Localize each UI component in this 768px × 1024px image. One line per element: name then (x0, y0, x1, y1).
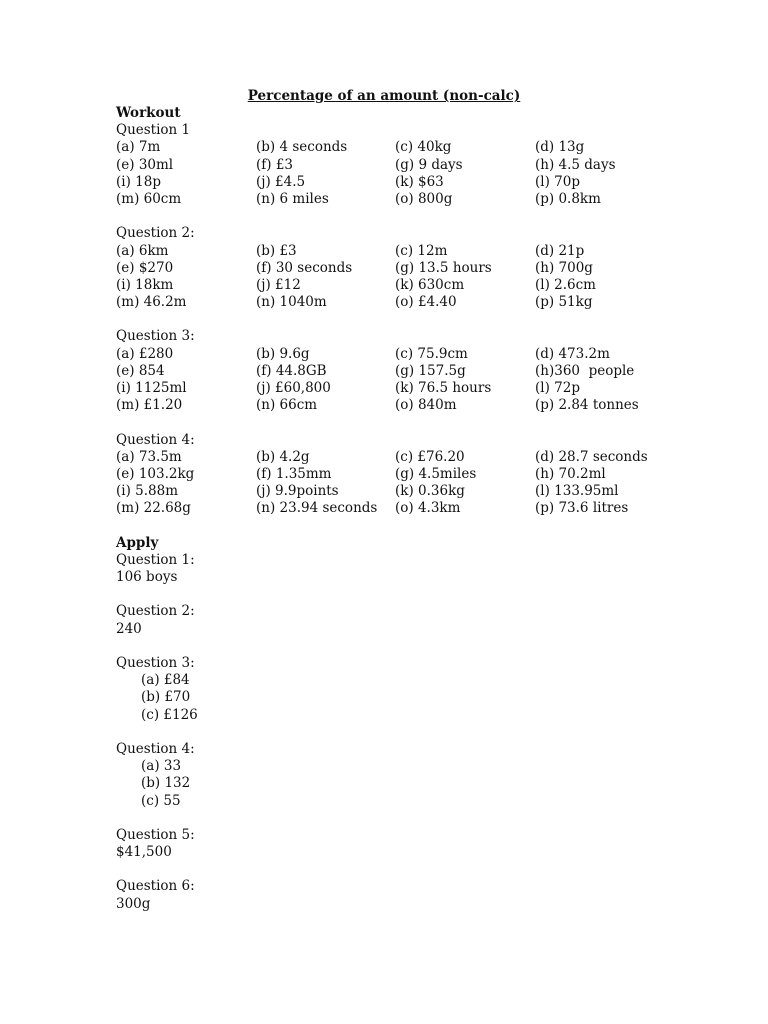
answer-cell: (d) 21p (535, 242, 585, 259)
answer-cell: (o) 800g (395, 190, 453, 207)
answer-cell: (h) 700g (535, 259, 593, 276)
answer-cell: (o) £4.40 (395, 294, 457, 311)
answer-row (116, 346, 676, 363)
answer-row (116, 500, 676, 517)
answer-cell: (l) 70p (535, 173, 580, 190)
answers-content (116, 105, 676, 913)
apply-question-3-label: Question 3: (116, 655, 195, 671)
answer-cell: (a) 6km (116, 242, 169, 259)
answer-row (116, 294, 676, 311)
answer-cell: (h) 4.5 days (535, 156, 616, 173)
answer-cell: (p) 51kg (535, 294, 593, 311)
answer-cell: (m) 46.2m (116, 294, 187, 311)
answer-cell: (i) 5.88m (116, 483, 179, 500)
answer-cell: (e) $270 (116, 259, 174, 276)
apply-question-6-label: Question 6: (116, 878, 195, 895)
answer-cell: (b) £3 (256, 242, 297, 259)
apply-question-3-part-a: (a) £84 (141, 672, 190, 689)
answer-row (116, 139, 676, 156)
answer-cell: (g) 13.5 hours (395, 259, 492, 276)
apply-question-5-answer: $41,500 (116, 844, 172, 861)
apply-question-4-label: Question 4: (116, 740, 195, 757)
workout-question-2-label: Question 2: (116, 225, 195, 242)
apply-question-2-label: Question 2: (116, 603, 195, 620)
answer-cell: (b) 4.2g (256, 448, 310, 465)
answer-cell: (k) 630cm (395, 276, 465, 293)
answer-cell: (b) 4 seconds (256, 139, 348, 156)
answer-row (116, 174, 676, 191)
answer-cell: (l) 133.95ml (535, 483, 619, 500)
answer-cell: (m) 60cm (116, 190, 182, 207)
answer-cell: (i) 18p (116, 173, 161, 190)
answer-row (116, 397, 676, 414)
answer-row (116, 157, 676, 174)
answer-cell: (a) 7m (116, 139, 161, 156)
answer-cell: (f) 1.35mm (256, 465, 332, 482)
answer-cell: (f) 30 seconds (256, 259, 353, 276)
answer-cell: (d) 28.7 seconds (535, 448, 648, 465)
answer-cell: (e) 103.2kg (116, 465, 195, 482)
answer-cell: (e) 30ml (116, 156, 174, 173)
answer-row (116, 260, 676, 277)
apply-question-4-part-a: (a) 33 (141, 758, 182, 775)
answer-row (116, 277, 676, 294)
answer-row (116, 243, 676, 260)
apply-question-6-answer: 300g (116, 895, 151, 912)
answer-row (116, 191, 676, 208)
answer-cell: (f) 44.8GB (256, 362, 327, 379)
apply-question-4-part-c: (c) 55 (141, 792, 181, 809)
answer-cell: (o) 4.3km (395, 500, 461, 517)
answer-row (116, 380, 676, 397)
answer-cell: (c) 75.9cm (395, 345, 468, 362)
workout-question-3-label: Question 3: (116, 328, 195, 345)
answer-cell: (k) 76.5 hours (395, 380, 492, 396)
answer-cell: (f) £3 (256, 156, 293, 173)
answer-row (116, 363, 676, 380)
answer-cell: (d) 473.2m (535, 345, 610, 362)
answer-cell: (j) £4.5 (256, 173, 306, 190)
workout-heading: Workout (116, 105, 181, 121)
answer-cell: (k) 0.36kg (395, 483, 465, 500)
answer-row (116, 483, 676, 500)
answer-cell: (n) 23.94 seconds (256, 500, 378, 517)
answer-cell: (p) 2.84 tonnes (535, 397, 639, 414)
apply-question-2-answer: 240 (116, 620, 142, 637)
answer-cell: (n) 66cm (256, 397, 318, 414)
answer-cell: (n) 6 miles (256, 190, 329, 207)
answer-cell: (a) £280 (116, 345, 174, 362)
answer-cell: (g) 157.5g (395, 362, 466, 379)
answer-cell: (a) 73.5m (116, 448, 182, 465)
workout-question-1-label: Question 1 (116, 122, 191, 139)
answer-cell: (p) 73.6 litres (535, 500, 629, 517)
answer-cell: (m) 22.68g (116, 500, 191, 517)
answer-cell: (n) 1040m (256, 294, 327, 311)
answer-cell: (l) 72p (535, 380, 580, 396)
answer-cell: (l) 2.6cm (535, 276, 596, 293)
answer-cell: (i) 18km (116, 276, 174, 293)
apply-question-5-label: Question 5: (116, 826, 195, 843)
answer-cell: (c) 40kg (395, 139, 452, 156)
answer-cell: (o) 840m (395, 397, 457, 414)
apply-question-1-answer: 106 boys (116, 569, 178, 586)
workout-question-4-label: Question 4: (116, 431, 195, 448)
answer-cell: (j) £12 (256, 276, 301, 293)
answer-row (116, 449, 676, 466)
answer-cell: (i) 1125ml (116, 380, 187, 396)
answer-cell: (c) £76.20 (395, 448, 465, 465)
answer-cell: (c) 12m (395, 242, 448, 259)
answer-row (116, 466, 676, 483)
apply-question-3-part-b: (b) £70 (141, 689, 191, 706)
answer-cell: (p) 0.8km (535, 190, 601, 207)
page-title: Percentage of an amount (non-calc) (247, 88, 521, 104)
answer-cell: (d) 13g (535, 139, 585, 156)
answer-cell: (j) 9.9points (256, 483, 339, 500)
answer-cell: (k) $63 (395, 173, 444, 190)
answer-cell: (e) 854 (116, 362, 165, 379)
answer-cell: (m) £1.20 (116, 397, 183, 414)
apply-heading: Apply (116, 534, 159, 551)
answer-cell: (h)360 people (535, 362, 635, 379)
answer-cell: (j) £60,800 (256, 380, 331, 396)
apply-question-4-part-b: (b) 132 (141, 775, 191, 792)
answer-cell: (g) 4.5miles (395, 465, 477, 482)
answer-cell: (h) 70.2ml (535, 465, 606, 482)
apply-question-1-label: Question 1: (116, 551, 195, 568)
apply-question-3-part-c: (c) £126 (141, 706, 198, 723)
answer-cell: (g) 9 days (395, 156, 463, 173)
answer-cell: (b) 9.6g (256, 345, 310, 362)
